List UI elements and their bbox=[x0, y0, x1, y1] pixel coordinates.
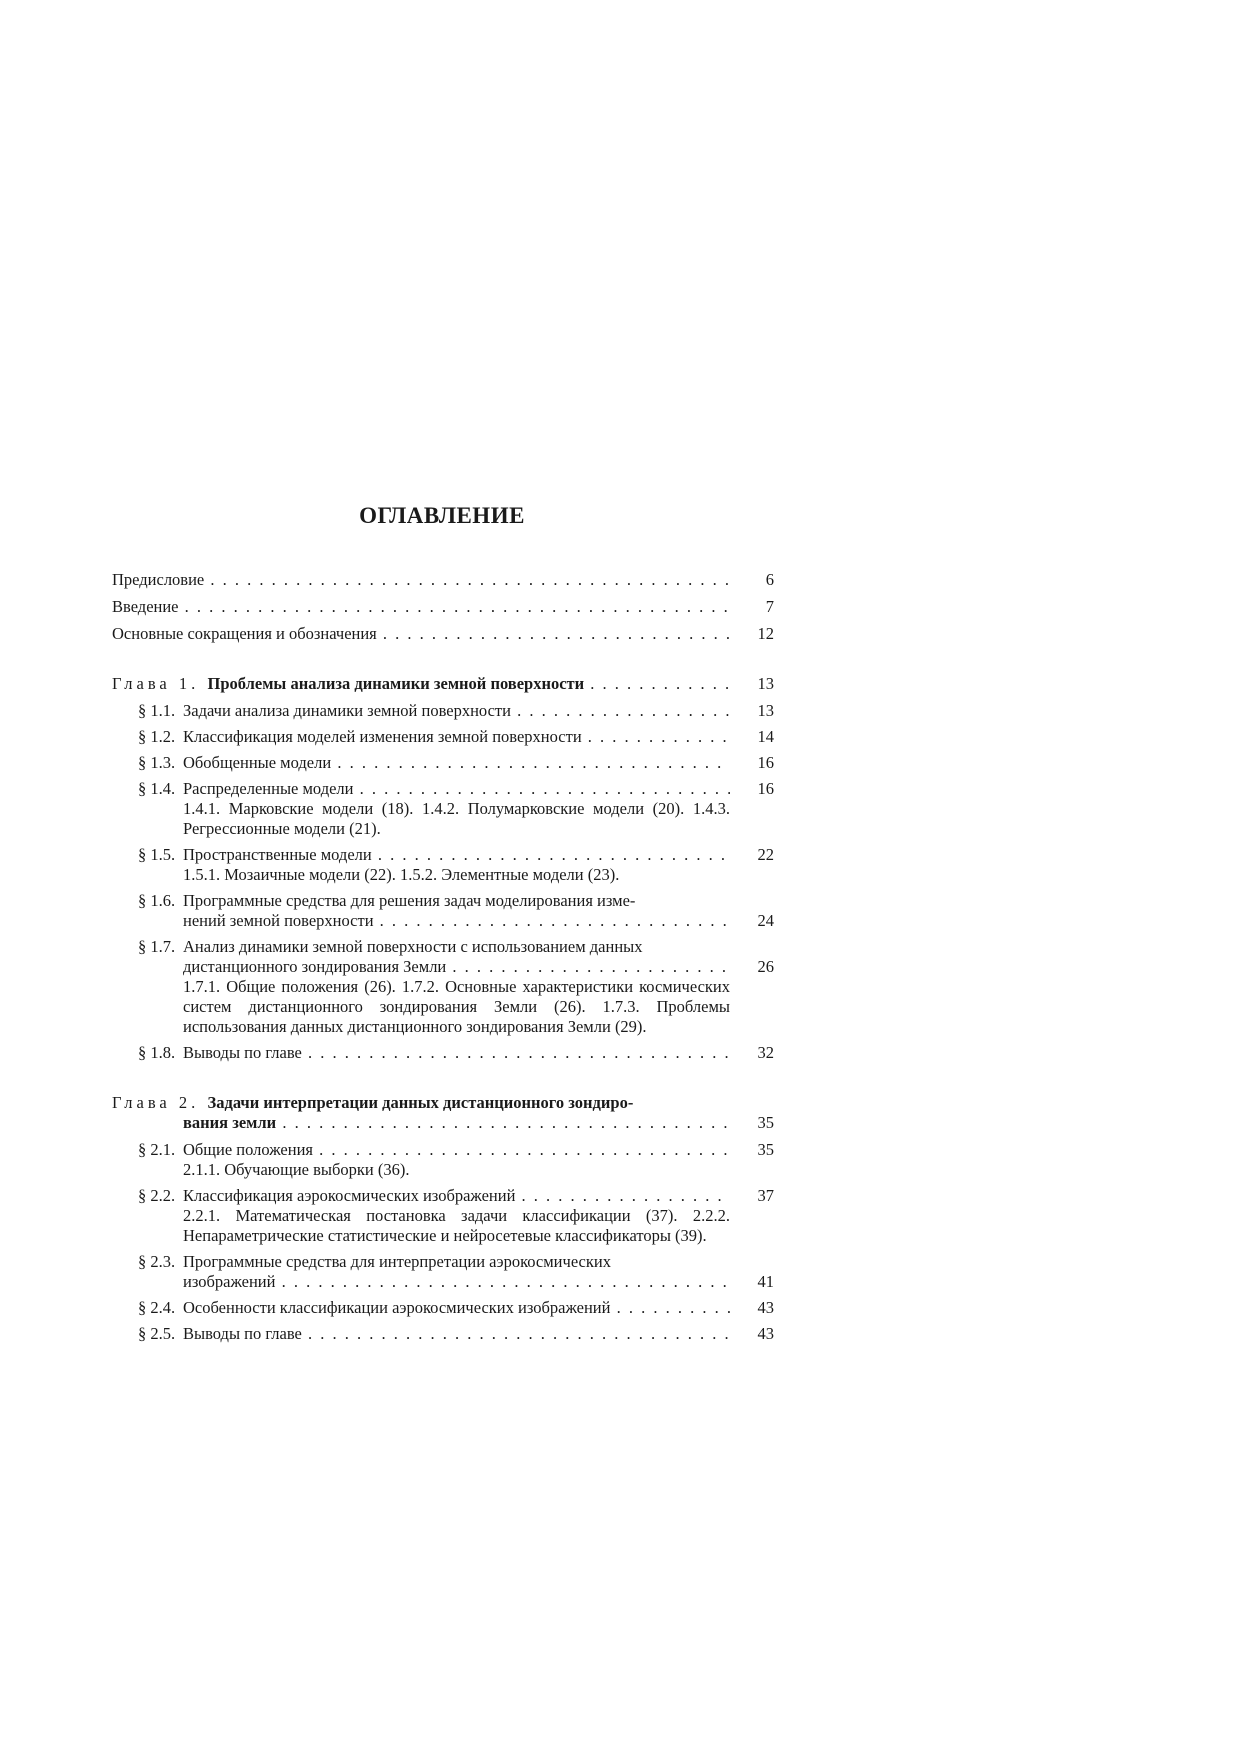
section-number: § 1.3. bbox=[138, 753, 176, 772]
toc-page-number: 37 bbox=[757, 1186, 774, 1205]
section-number: § 1.7. bbox=[138, 937, 176, 956]
section-title: Пространственные модели . . . bbox=[183, 845, 730, 865]
section-title: Программные средства для интерпретации аэрокосмических bbox=[183, 1252, 611, 1271]
toc-page-number: 7 bbox=[765, 597, 774, 616]
toc-entry-preface[interactable] bbox=[112, 570, 774, 590]
section-title-continued: нений земной поверхности . . . bbox=[183, 911, 730, 931]
section-number: § 1.5. bbox=[138, 845, 176, 864]
chapter-title: Проблемы анализа динамики земной поверхности bbox=[207, 674, 585, 693]
toc-page-number: 43 bbox=[757, 1298, 774, 1317]
toc-section-1-1[interactable] bbox=[112, 701, 774, 721]
section-title: Программные средства для решения задач моделирования изме- bbox=[183, 891, 636, 910]
toc-section-1-3[interactable] bbox=[112, 753, 774, 773]
subsection-list: 1.4.1. Марковские модели (18). 1.4.2. Полумарковские модели (20). 1.4.3. Регрессионные модели (21). bbox=[183, 799, 730, 838]
section-number: § 1.2. bbox=[138, 727, 176, 746]
toc-page-number: 13 bbox=[757, 701, 774, 720]
section-number: § 2.2. bbox=[138, 1186, 176, 1205]
chapter-label: Глава 2. bbox=[112, 1093, 200, 1112]
section-title: Обобщенные модели . . . bbox=[183, 753, 730, 773]
section-number: § 1.6. bbox=[138, 891, 176, 910]
chapter-label: Глава 1. bbox=[112, 674, 200, 693]
toc-entry-introduction[interactable] bbox=[112, 597, 774, 617]
toc-section-1-7[interactable] bbox=[112, 937, 774, 1037]
section-title-continued: дистанционного зондирования Земли . . . bbox=[183, 957, 730, 977]
toc-chapter-2[interactable] bbox=[112, 1093, 774, 1133]
subsection-list: 1.7.1. Общие положения (26). 1.7.2. Основные характеристики космических систем дистанционного зондирования Земли (26). 1.7.3. Проблемы использования данных дистанционного зондирования Земли (29). bbox=[183, 977, 730, 1036]
toc-page-number: 13 bbox=[757, 674, 774, 693]
toc-page-number: 22 bbox=[757, 845, 774, 864]
section-title: Анализ динамики земной поверхности с использованием данных bbox=[183, 937, 643, 956]
toc-section-2-2[interactable] bbox=[112, 1186, 774, 1246]
toc-page-number: 43 bbox=[757, 1324, 774, 1343]
toc-section-2-5[interactable] bbox=[112, 1324, 774, 1344]
toc-page-number: 16 bbox=[757, 753, 774, 772]
toc-section-1-6[interactable] bbox=[112, 891, 774, 931]
section-number: § 2.3. bbox=[138, 1252, 176, 1271]
section-title: Распределенные модели . . . bbox=[183, 779, 730, 799]
toc-section-1-2[interactable] bbox=[112, 727, 774, 747]
section-title: Особенности классификации аэрокосмических изображений . . . bbox=[183, 1298, 730, 1318]
section-title: Задачи анализа динамики земной поверхности . . . bbox=[183, 701, 730, 721]
subsection-list: 2.1.1. Обучающие выборки (36). bbox=[183, 1160, 410, 1179]
toc-section-1-4[interactable] bbox=[112, 779, 774, 839]
section-number: § 1.4. bbox=[138, 779, 176, 798]
toc-page-number: 14 bbox=[757, 727, 774, 746]
chapter-title-continued: вания земли bbox=[183, 1113, 277, 1132]
toc-section-2-1[interactable] bbox=[112, 1140, 774, 1180]
section-title: Выводы по главе . . . bbox=[183, 1324, 730, 1344]
section-number: § 2.5. bbox=[138, 1324, 176, 1343]
section-number: § 1.1. bbox=[138, 701, 176, 720]
toc-section-1-8[interactable] bbox=[112, 1043, 774, 1063]
section-title: Классификация моделей изменения земной поверхности . . . bbox=[183, 727, 730, 747]
toc-entry-abbreviations[interactable] bbox=[112, 624, 774, 644]
toc-chapter-1[interactable] bbox=[112, 674, 774, 694]
toc-page-number: 16 bbox=[757, 779, 774, 798]
section-title: Общие положения . . . bbox=[183, 1140, 730, 1160]
toc-page-number: 6 bbox=[765, 570, 774, 589]
toc-entry-title: Основные сокращения и обозначения . . . bbox=[112, 624, 730, 644]
toc-entry-title: Введение . . . bbox=[112, 597, 730, 617]
chapter-title: Задачи интерпретации данных дистанционного зондиро- bbox=[207, 1093, 634, 1112]
toc-page-number: 35 bbox=[757, 1140, 774, 1159]
section-number: § 2.4. bbox=[138, 1298, 176, 1317]
section-title-continued: изображений . . . bbox=[183, 1272, 730, 1292]
page-title: ОГЛАВЛЕНИЕ bbox=[359, 503, 525, 528]
table-of-contents bbox=[112, 570, 774, 1350]
toc-page-number: 24 bbox=[757, 911, 774, 930]
toc-section-1-5[interactable] bbox=[112, 845, 774, 885]
section-number: § 1.8. bbox=[138, 1043, 176, 1062]
toc-page-number: 26 bbox=[757, 957, 774, 976]
toc-page-number: 12 bbox=[757, 624, 774, 643]
toc-section-2-3[interactable] bbox=[112, 1252, 774, 1292]
toc-section-2-4[interactable] bbox=[112, 1298, 774, 1318]
subsection-list: 1.5.1. Мозаичные модели (22). 1.5.2. Элементные модели (23). bbox=[183, 865, 620, 884]
toc-entry-title: Предисловие . . . bbox=[112, 570, 730, 590]
section-number: § 2.1. bbox=[138, 1140, 176, 1159]
subsection-list: 2.2.1. Математическая постановка задачи классификации (37). 2.2.2. Непараметрические статистические и нейросетевые классификаторы (39). bbox=[183, 1206, 730, 1245]
toc-page-number: 35 bbox=[757, 1113, 774, 1132]
toc-page-number: 32 bbox=[757, 1043, 774, 1062]
section-title: Классификация аэрокосмических изображений . . . bbox=[183, 1186, 730, 1206]
section-title: Выводы по главе . . . bbox=[183, 1043, 730, 1063]
toc-page-number: 41 bbox=[757, 1272, 774, 1291]
